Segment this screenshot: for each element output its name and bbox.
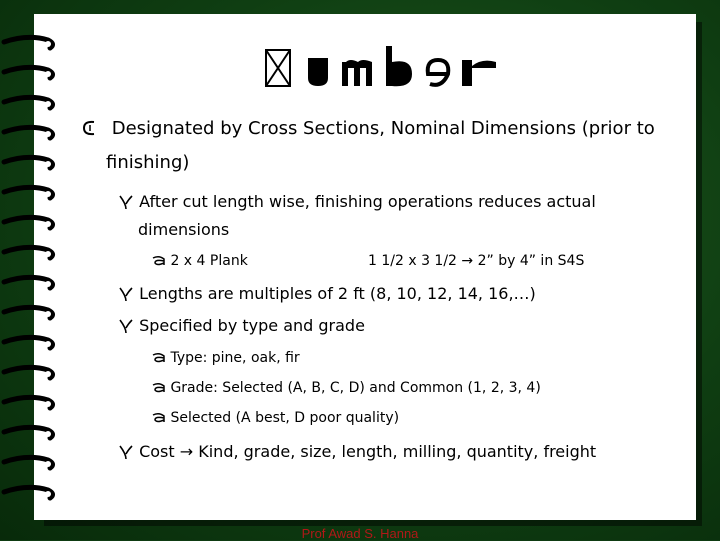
bullet-text: After cut length wise, finishing operations reduces actual [139, 192, 596, 211]
bullet-level3 [152, 350, 300, 366]
y-bullet-icon [118, 286, 134, 302]
bullet-text: Type: pine, oak, fir [170, 350, 300, 366]
footer-author: Prof Awad S. Hanna [301, 526, 419, 541]
bullet-continuation: dimensions [138, 220, 230, 239]
bullet-text: 2 x 4 Plank [170, 253, 248, 269]
bullet-level1 [80, 118, 655, 139]
bullet-level3 [152, 380, 541, 396]
bullet-text: Lengths are multiples of 2 ft (8, 10, 12, 14, 16,…) [139, 284, 536, 303]
a-bullet-icon [152, 411, 166, 423]
a-bullet-icon [152, 351, 166, 363]
bullet-level2 [118, 316, 365, 335]
a-bullet-icon [152, 254, 166, 266]
bullet-text: Cost → Kind, grade, size, length, milling, quantity, freight [139, 442, 597, 461]
y-bullet-icon [118, 444, 134, 460]
bullet-continuation: finishing) [106, 152, 190, 173]
c-bullet-icon [80, 119, 100, 137]
bullet-text: Selected (A best, D poor quality) [170, 410, 400, 426]
bullet-level2 [118, 284, 536, 303]
a-bullet-icon [152, 381, 166, 393]
bullet-text: Grade: Selected (A, B, C, D) and Common (1, 2, 3, 4) [170, 380, 541, 396]
bullet-text: Designated by Cross Sections, Nominal Dimensions (prior to [111, 118, 655, 139]
bullet-level2 [118, 192, 596, 211]
y-bullet-icon [118, 194, 134, 210]
bullet-level3 [152, 410, 399, 426]
bullet-level3 [152, 253, 248, 269]
y-bullet-icon [118, 318, 134, 334]
bullet-level2 [118, 442, 596, 461]
bullet-text: Specified by type and grade [139, 316, 365, 335]
bullet-text-right: 1 1/2 x 3 1/2 → 2” by 4” in S4S [368, 253, 585, 269]
